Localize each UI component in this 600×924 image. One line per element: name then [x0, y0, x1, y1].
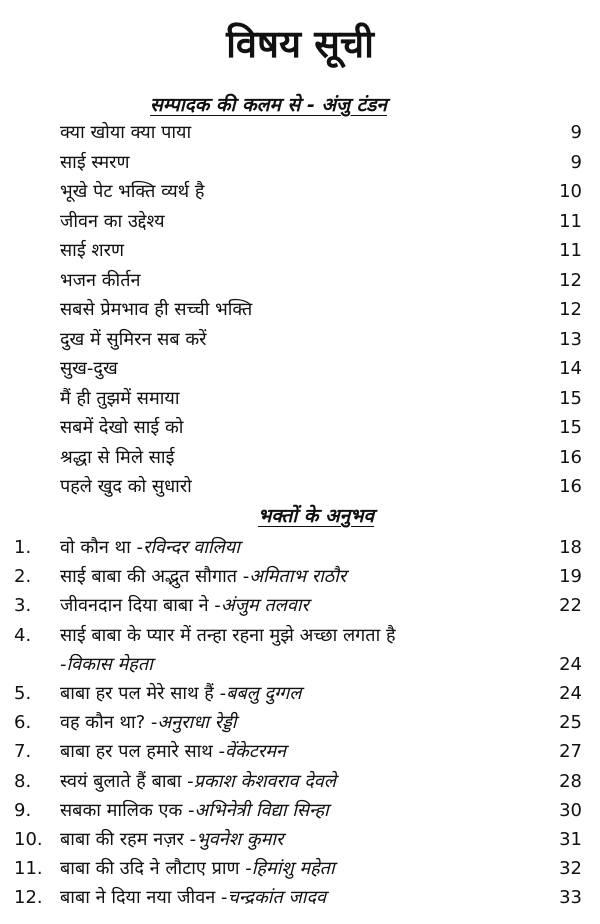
toc-item-number: 1. — [14, 537, 32, 558]
experiences-contents-list — [0, 533, 600, 912]
toc-item-number: 7. — [14, 741, 32, 763]
toc-row — [0, 737, 600, 766]
toc-page-number: 19 — [559, 566, 582, 588]
toc-item-number: 2. — [14, 566, 32, 588]
toc-entry — [60, 679, 302, 708]
toc-author: अंजुम तलवार — [220, 595, 309, 617]
toc-entry — [60, 708, 236, 737]
toc-author: अभिनेत्री विद्या सिन्हा — [194, 799, 329, 821]
toc-title: क्या खोया क्या पाया — [60, 122, 192, 143]
toc-title: सबसे प्रेमभाव ही सच्ची भक्ति — [60, 299, 253, 320]
toc-page-number: 9 — [570, 122, 582, 143]
toc-row — [0, 679, 600, 708]
toc-author: विकास मेहता — [66, 653, 153, 675]
toc-title: भूखे पेट भक्ति व्यर्थ है — [60, 181, 205, 202]
toc-row — [0, 295, 600, 325]
toc-title: जीवन का उद्देश्य — [60, 210, 165, 232]
toc-row — [0, 854, 600, 883]
toc-item-number: 5. — [14, 682, 32, 704]
toc-row — [0, 148, 600, 178]
toc-title: पहले खुद को सुधारो — [60, 476, 192, 497]
toc-title: वो कौन था - — [60, 537, 143, 558]
toc-row — [0, 883, 600, 912]
toc-title: भजन कीर्तन — [60, 269, 141, 291]
toc-entry — [60, 883, 326, 912]
toc-item-number: 11. — [14, 858, 43, 880]
toc-page-number: 14 — [559, 358, 582, 379]
toc-author: भुवनेश कुमार — [196, 828, 284, 850]
toc-row — [0, 533, 600, 562]
toc-author: वेंकेटरमन — [225, 741, 287, 763]
toc-page-number: 13 — [559, 328, 582, 350]
toc-title: बाबा की उदि ने लौटाए प्राण - — [60, 858, 252, 880]
toc-entry — [60, 825, 283, 854]
toc-row — [0, 472, 600, 502]
toc-title: साई शरण — [60, 240, 125, 261]
toc-author: प्रकाश केशवराव देवले — [193, 770, 336, 792]
toc-author: चन्द्रकांत जादव — [227, 887, 327, 909]
toc-author: बबलु दुग्गल — [226, 682, 302, 704]
toc-page-number: 31 — [559, 828, 582, 850]
toc-page-number: 12 — [559, 269, 582, 291]
toc-entry — [60, 767, 336, 796]
toc-row — [0, 825, 600, 854]
section-heading-editor: सम्पादक की कलम से - अंजु टंडन — [150, 94, 387, 116]
toc-page-number: 22 — [559, 595, 582, 617]
toc-title: वह कौन था? - — [60, 712, 158, 734]
toc-page-number: 10 — [559, 181, 582, 202]
toc-page-number: 24 — [559, 653, 582, 675]
toc-page-number: 32 — [559, 858, 582, 880]
toc-title: मैं ही तुझमें समाया — [60, 387, 180, 409]
toc-page-number: 15 — [559, 417, 582, 438]
toc-row — [0, 266, 600, 296]
toc-row — [0, 443, 600, 473]
toc-page-number: 30 — [559, 799, 582, 821]
toc-page-number: 16 — [559, 476, 582, 497]
toc-item-number: 3. — [14, 595, 32, 617]
toc-entry — [60, 737, 286, 766]
toc-row — [0, 796, 600, 825]
toc-entry — [60, 562, 346, 591]
toc-row — [0, 325, 600, 355]
toc-entry — [60, 591, 309, 620]
toc-row — [0, 591, 600, 620]
toc-entry — [60, 621, 396, 650]
toc-title: बाबा हर पल मेरे साथ हैं - — [60, 682, 227, 704]
toc-title: सबका मालिक एक - — [60, 799, 195, 821]
toc-item-number: 10. — [14, 828, 43, 850]
toc-page-number: 18 — [559, 537, 582, 558]
toc-row — [0, 562, 600, 591]
section-heading-experiences: भक्तों के अनुभव — [258, 505, 375, 527]
toc-item-number: 8. — [14, 770, 32, 792]
toc-author: रविन्दर वालिया — [142, 537, 240, 558]
toc-page-number: 28 — [559, 770, 582, 792]
toc-title: सुख-दुख — [60, 358, 118, 379]
toc-row — [0, 207, 600, 237]
toc-page-number: 12 — [559, 299, 582, 320]
toc-title: साई स्मरण — [60, 151, 130, 173]
toc-page-number: 16 — [559, 446, 582, 468]
toc-row — [0, 354, 600, 384]
toc-row — [0, 767, 600, 796]
toc-title: सबमें देखो साई को — [60, 417, 184, 438]
toc-row — [0, 708, 600, 737]
toc-entry — [60, 650, 153, 679]
toc-entry — [60, 533, 240, 562]
toc-title: - — [60, 653, 67, 675]
toc-page-number: 9 — [570, 151, 582, 173]
toc-page-number: 15 — [559, 387, 582, 409]
toc-title: श्रद्धा से मिले साई — [60, 446, 175, 468]
toc-page-number: 33 — [559, 887, 582, 909]
toc-title: बाबा हर पल हमारे साथ - — [60, 741, 226, 763]
toc-item-number: 6. — [14, 712, 32, 734]
toc-item-number: 12. — [14, 887, 43, 909]
toc-author: अनुराधा रेड्डी — [157, 712, 237, 734]
toc-title: स्वयं बुलाते हैं बाबा - — [60, 770, 194, 792]
toc-title: बाबा ने दिया नया जीवन - — [60, 887, 228, 909]
toc-row — [0, 413, 600, 443]
toc-author: अमिताभ राठौर — [249, 566, 347, 588]
toc-row — [0, 236, 600, 266]
toc-item-number: 4. — [14, 624, 32, 646]
toc-row — [0, 118, 600, 148]
toc-title: साई बाबा की अद्भुत सौगात - — [60, 566, 250, 588]
toc-row — [0, 650, 600, 679]
page-title: विषय सूची — [226, 22, 374, 66]
toc-entry — [60, 854, 335, 883]
toc-page-number: 25 — [559, 712, 582, 734]
toc-page-number: 11 — [559, 210, 582, 232]
toc-row — [0, 177, 600, 207]
toc-title: बाबा की रहम नज़र - — [60, 828, 197, 850]
editor-contents-list — [0, 118, 600, 502]
toc-title: जीवनदान दिया बाबा ने - — [60, 595, 221, 617]
toc-item-number: 9. — [14, 799, 32, 821]
toc-entry — [60, 796, 329, 825]
toc-page-number: 24 — [559, 682, 582, 704]
toc-title: साई बाबा के प्यार में तन्हा रहना मुझे अच्छा लगता है — [60, 624, 396, 646]
toc-page-number: 11 — [559, 240, 582, 261]
toc-title: दुख में सुमिरन सब करें — [60, 328, 207, 350]
toc-row — [0, 621, 600, 650]
toc-row — [0, 384, 600, 414]
toc-author: हिमांशु महेता — [251, 858, 335, 880]
toc-page-number: 27 — [559, 741, 582, 763]
